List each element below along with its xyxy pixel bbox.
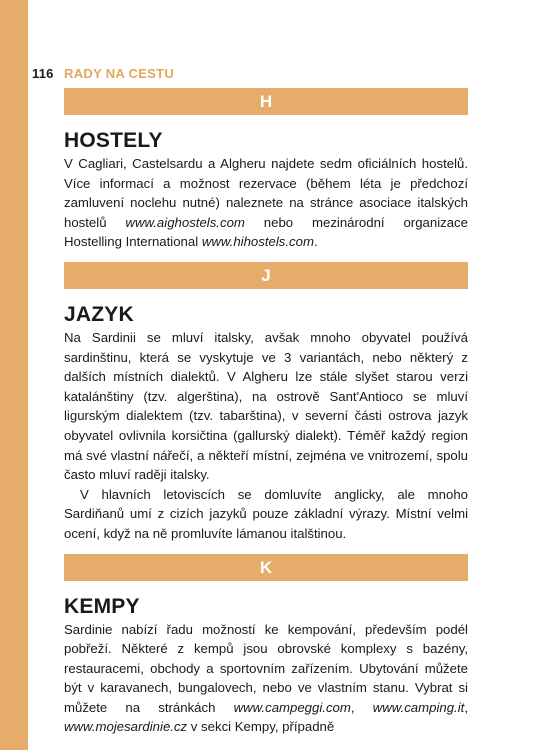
section-paragraph [64, 328, 468, 485]
text-run: Na Sardinii se mluví italsky, avšak mnoho obyvatel používá sardinštinu, která se vyskytuje ve 3 variantách, nebo některý z dalších místních dialektů. V Algheru lze stále slyšet starou verzi katalánštiny (tzv. algerština), na ostrově Sant'Antioco se mluví ligurským dialektem (tzv. tabarština), v severní části ostrova jazyk obyvatel ovlivnila korsičtina (gallurský dialekt). Téměř každý region má své vlastní nářečí, a někteří místní, zejména ve vnitrozemí, spolu často mluví raději italsky. [64, 329, 468, 483]
section-paragraph [64, 485, 468, 544]
running-title: RADY NA CESTU [64, 66, 175, 81]
link-text: www.hihostels.com [201, 234, 314, 250]
letter-bar-k: K [64, 554, 468, 581]
side-color-strip [0, 0, 28, 750]
section-title-hostely: HOSTELY [64, 129, 163, 152]
section-title-kempy: KEMPY [64, 594, 140, 618]
letter-bar-j: J [64, 262, 468, 289]
text-run: , [350, 699, 373, 715]
page-content [64, 88, 468, 737]
link-text: www.camping.it [372, 699, 465, 715]
text-run: Sardinie nabízí řadu možností ke kempování, především podél pobřeží. Některé z kempů jsou obrovské komplexy s bazény, restauracemi, obchody a sportovním zařízením. Ubytování můžete být v karavanech, bungalovech, nebo ve vlastním stanu. Vybrat si můžete na stránkách [64, 621, 468, 715]
letter-bar-h: H [64, 88, 468, 115]
section-paragraph [64, 620, 468, 738]
section-paragraph [64, 154, 468, 252]
text-run: v sekci Kempy, případně [187, 719, 335, 735]
link-text: www.mojesardinie.cz [64, 719, 188, 735]
section-title-jazyk: JAZYK [64, 302, 134, 326]
link-text: www.campeggi.com [233, 699, 351, 715]
page-number: 116 [32, 66, 54, 81]
text-run: V hlavních letoviscích se domluvíte anglicky, ale mnoho Sardiňanů umí z cizích jazyků pouze základní výrazy. Místní velmi ocení, když na ně promluvíte lámanou italštinou. [64, 486, 468, 541]
link-text: www.aighostels.com [125, 214, 245, 230]
text-run: , [464, 699, 468, 715]
text-run: V Cagliari, Castelsardu a Algheru najdete sedm oficiálních hostelů. Více informací a možnost rezervace (během léta je předchozí zamluvení noclehu nutné) naleznete na stránce asociace italských hostelů [64, 156, 468, 230]
text-run: . [313, 234, 318, 250]
text-run: nebo mezinárodní organizace Hostelling International [64, 214, 468, 250]
